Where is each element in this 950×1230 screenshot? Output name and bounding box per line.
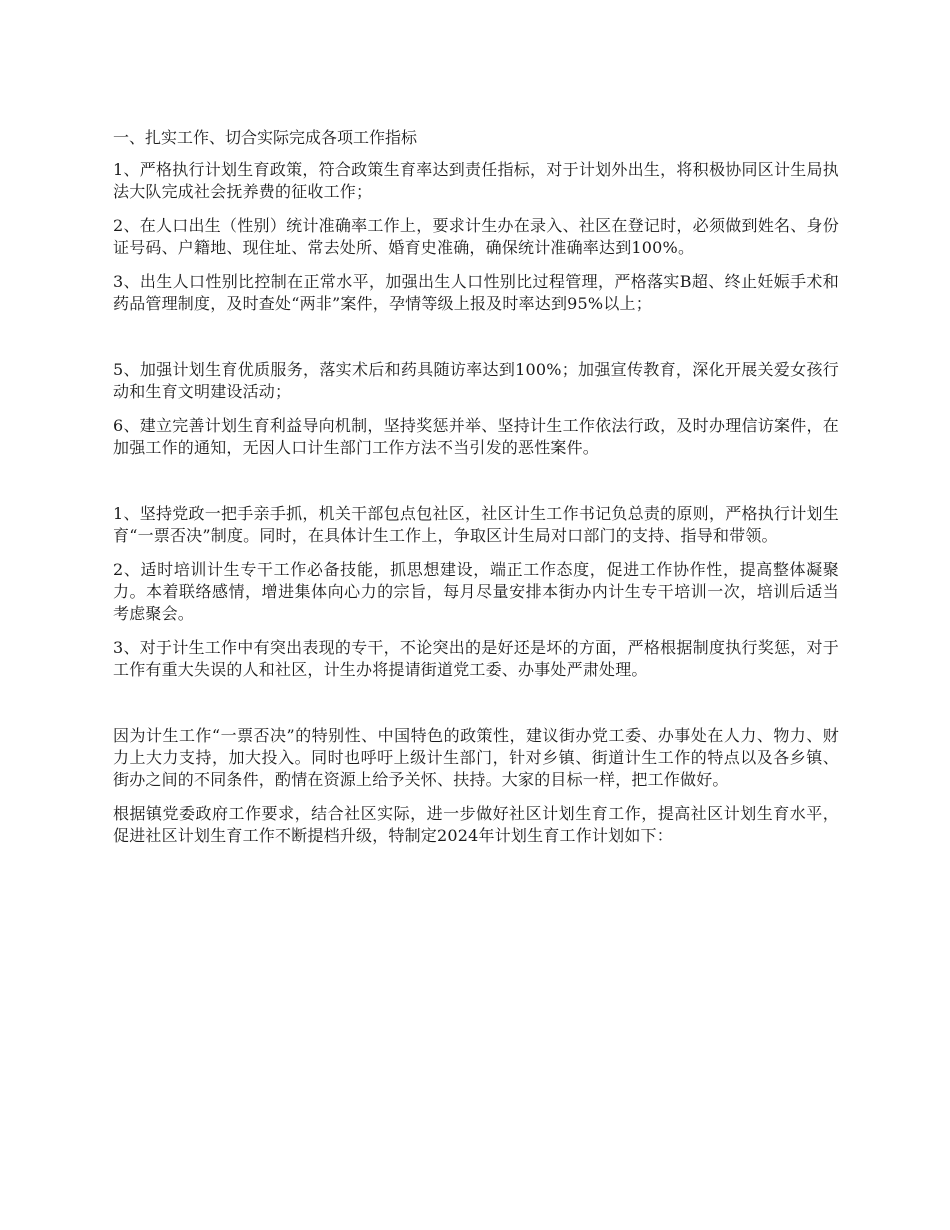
- spacer: [113, 693, 839, 725]
- paragraph: 1、严格执行计划生育政策，符合政策生育率达到责任指标，对于计划外出生，将积极协同区计生局执法大队完成社会抚养费的征收工作；: [113, 160, 839, 201]
- paragraph: 2、在人口出生（性别）统计准确率工作上，要求计生办在录入、社区在登记时，必须做到姓名、身份证号码、户籍地、现住址、常去处所、婚育史准确，确保统计准确率达到100%。: [113, 216, 839, 257]
- paragraph: 1、坚持党政一把手亲手抓，机关干部包点包社区，社区计生工作书记负总责的原则，严格执行计划生育“一票否决”制度。同时，在具体计生工作上，争取区计生局对口部门的支持、指导和带领。: [113, 504, 839, 545]
- document-body: [113, 127, 839, 859]
- paragraph: 根据镇党委政府工作要求，结合社区实际，进一步做好社区计划生育工作，提高社区计划生育水平，促进社区计划生育工作不断提档升级，特制定2024年计划生育工作计划如下：: [113, 804, 839, 845]
- paragraph: 3、对于计生工作中有突出表现的专干，不论突出的是好还是坏的方面，严格根据制度执行奖惩，对于工作有重大失误的人和社区，计生办将提请街道党工委、办事处严肃处理。: [113, 638, 839, 679]
- section-heading: 一、扎实工作、切合实际完成各项工作指标: [113, 128, 418, 147]
- paragraph: 因为计生工作“一票否决”的特别性、中国特色的政策性，建议街办党工委、办事处在人力、物力、财力上大力支持，加大投入。同时也呼吁上级计生部门，针对乡镇、街道计生工作的特点以及各乡镇、街办之间的不同条件，酌情在资源上给予关怀、扶持。大家的目标一样，把工作做好。: [113, 726, 839, 789]
- paragraph: 5、加强计划生育优质服务，落实术后和药具随访率达到100%；加强宣传教育，深化开展关爱女孩行动和生育文明建设活动；: [113, 360, 839, 401]
- spacer: [113, 327, 839, 359]
- paragraph: 2、适时培训计生专干工作必备技能，抓思想建设，端正工作态度，促进工作协作性，提高整体凝聚力。本着联络感情，增进集体向心力的宗旨，每月尽量安排本街办内计生专干培训一次，培训后适当考虑聚会。: [113, 560, 839, 623]
- paragraph: 3、出生人口性别比控制在正常水平，加强出生人口性别比过程管理，严格落实B超、终止妊娠手术和药品管理制度，及时查处“两非”案件，孕情等级上报及时率达到95%以上；: [113, 272, 839, 313]
- spacer: [113, 471, 839, 503]
- paragraph: 6、建立完善计划生育利益导向机制，坚持奖惩并举、坚持计生工作依法行政，及时办理信访案件，在加强工作的通知，无因人口计生部门工作方法不当引发的恶性案件。: [113, 416, 839, 457]
